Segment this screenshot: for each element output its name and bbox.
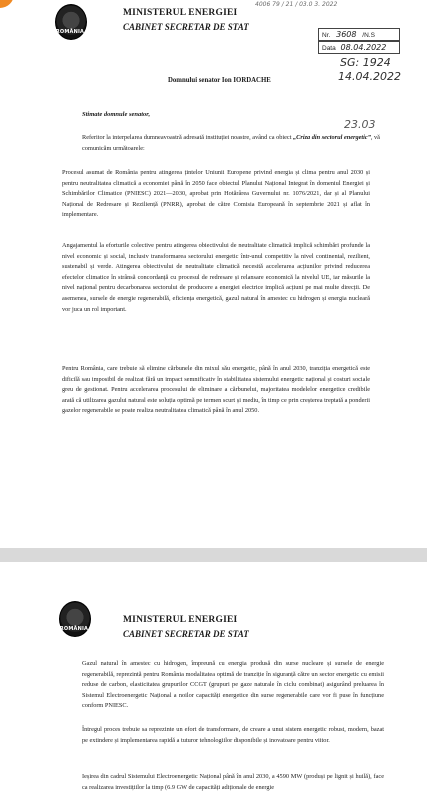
cabinet-name: CABINET SECRETAR DE STAT [123,22,249,32]
stamp-data-value: 08.04.2022 [340,43,387,52]
stamp-nr-value: 3608 [336,30,357,39]
corner-mark [0,0,14,8]
body-paragraph-1: Procesul asumat de România pentru atingerea țintelor Uniunii Europene privind energia și clima pentru anul 2030 și pentru neutralitatea climatică a economiei până în 2050 face obiectul Planului Național Integrat în domeniul Energiei și Schimbărilor Climatice (PNIESC) 2021—2030, aprobat prin Hotărârea Guvernului nr. 1076/2021, dar și al Planului Național de Redresare și Reziliență (PNRR), aprobat de către Comisia Europeană în septembrie 2021 și aflat în implementare. [62,169,370,219]
addressee: Domnului senator Ion IORDACHE [168,77,271,84]
ministry-name: MINISTERUL ENERGIEI [123,615,238,625]
cabinet-name: CABINET SECRETAR DE STAT [123,629,249,639]
stamp-nr-label: Nr. [322,32,331,39]
body-paragraph-3: Ieșirea din cadrul Sistemului Electroenergetic Național până în anul 2030, a 4590 MW (produși pe lignit și huilă), face ca realizarea investițiilor la timp (6.9 GW de capacități adiționale de energie [82,773,384,791]
handwritten-reference: 4006 79 / 21 / 03.0 3. 2022 [255,1,338,8]
crest-label: ROMÂNIA [55,29,85,35]
document-page-2 [0,562,427,800]
registration-stamp-date [318,41,400,54]
intro-after: , vă comunicăm următoarele: [82,134,380,152]
salutation: Stimate domnule senator, [82,111,151,118]
body-paragraph-3: Pentru România, care trebuie să elimine cărbunele din mixul său energetic, până în anul 2030, tranziția energetică este dificilă sau imposibil de realizat fără un impact semnificativ în stabilitatea sistemului energetic național și costuri sociale greu de gestionat. Pentru accelerarea procesului de eliminare a cărbunelui, majoritatea modelelor energetice credibile arată că utilizarea gazului natural este soluția optimă pe termen scurt și mediu, în timp ce prin creșterea treptată a ponderii gazelor regenerabile se poate realiza neutralitatea climatică până în anul 2050. [62,365,370,415]
handwritten-date: 23.03 [344,118,376,131]
registration-stamp-number [318,28,400,41]
body-paragraph-1: Gazul natural în amestec cu hidrogen, împreună cu energia produsă din surse nucleare și sursele de energie regenerabilă, reprezintă pentru România modalitatea optimă de tranziție în siguranță către un sector energetic cu emisii reduse de carbon, elasticitatea grupurilor CCGT (grupuri pe gaze naturale în ciclu combinat) asigurând preluarea în Sistemul Electroenergetic Național a noilor capacități energetice din surse regenerabile care vor fi puse în funcțiune conform PNIESC. [82,660,384,710]
intro-subject: „Criza din sectorul energetic” [293,134,371,141]
intro-paragraph [82,133,382,154]
stamp-nr-suffix: /N.S [362,32,375,39]
stamp-data-label: Data [322,45,336,52]
body-paragraph-2: Întregul proces trebuie sa reprezinte un efort de transformare, de creare a unui sistem energetic robust, modern, bazat pe extindere și implementarea rapidă a tuturor tehnologiilor disponibile și inovatoare pentru viitor. [82,726,384,744]
ministry-name: MINISTERUL ENERGIEI [123,8,238,18]
stamp-handwritten-date: 14.04.2022 [338,70,401,83]
intro-before: Referitor la interpelarea dumneavoastră adresată instituției noastre, având ca obiect [82,134,294,141]
stamp-handwritten-sg: SG: 1924 [340,56,391,69]
body-paragraph-2: Angajamentul la eforturile colective pentru atingerea obiectivului de neutralitate climatică implică schimbări profunde la nivel economic și social, inclusiv transformarea sectorului energetic într-unul competitiv la nivel continental, rezilient, sustenabil și verde. Atingerea obiectivului de neutralitate climatică necesită accelerarea acțiunilor privind reducerea efectelor climatice în strânsă concordanță cu procesul de redresare și relansare economică la nivelul UE, iar măsurile la nivel național pentru decarbonarea sectorului de producere a energiei electrice implică acțiuni pe mai multe direcții. De asemenea, sursele de energie regenerabilă, eficiența energetică, gazul natural în amestec cu hidrogen și energia nucleară vor juca un rol important. [62,242,370,313]
crest-label: ROMÂNIA [59,626,89,632]
